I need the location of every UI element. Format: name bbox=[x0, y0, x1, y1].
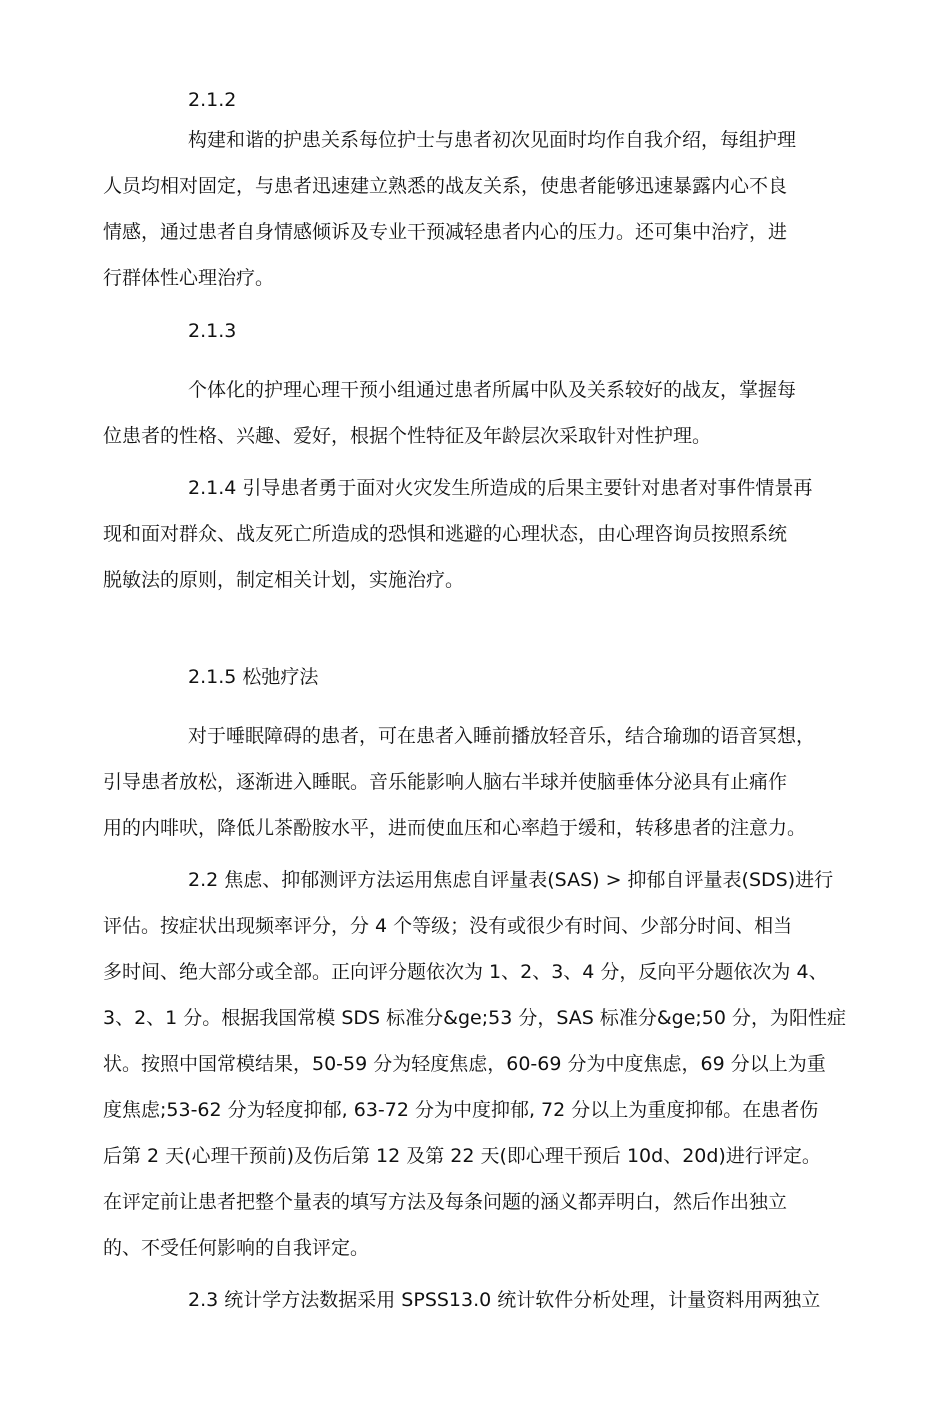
paragraph-line: 现和面对群众、战友死亡所造成的恐惧和逃避的心理状态，由心理咨询员按照系统 bbox=[103, 523, 788, 545]
paragraph-line: 脱敏法的原则，制定相关计划，实施治疗。 bbox=[103, 569, 465, 591]
paragraph-line: 行群体性心理治疗。 bbox=[103, 267, 275, 289]
paragraph-line: 用的内啡吠，降低儿茶酚胺水平，进而使血压和心率趋于缓和，转移患者的注意力。 bbox=[103, 817, 807, 839]
heading-2-1-3: 2.1.3 bbox=[188, 320, 237, 342]
heading-2-1-2: 2.1.2 bbox=[188, 89, 237, 111]
paragraph-line: 评估。按症状出现频率评分，分 4 个等级；没有或很少有时间、少部分时间、相当 bbox=[103, 915, 793, 937]
paragraph-line: 度焦虑;53-62 分为轻度抑郁, 63-72 分为中度抑郁, 72 分以上为重度抑郁。在患者伤 bbox=[103, 1099, 819, 1121]
heading-2-1-5: 2.1.5 松弛疗法 bbox=[188, 666, 319, 688]
paragraph-line: 人员均相对固定，与患者迅速建立熟悉的战友关系，使患者能够迅速暴露内心不良 bbox=[103, 175, 788, 197]
paragraph-line: 状。按照中国常模结果，50-59 分为轻度焦虑，60-69 分为中度焦虑，69 分以上为重 bbox=[103, 1053, 826, 1075]
paragraph-line: 情感，通过患者自身情感倾诉及专业干预减轻患者内心的压力。还可集中治疗，进 bbox=[103, 221, 788, 243]
paragraph-line: 3、2、1 分。根据我国常模 SDS 标准分&ge;53 分，SAS 标准分&ge;50 分，为阳性症 bbox=[103, 1007, 847, 1029]
paragraph-line: 个体化的护理心理干预小组通过患者所属中队及关系较好的战友，掌握每 bbox=[188, 379, 797, 401]
paragraph-line-2-3: 2.3 统计学方法数据采用 SPSS13.0 统计软件分析处理，计量资料用两独立 bbox=[188, 1289, 821, 1311]
paragraph-line: 对于唾眠障碍的患者，可在患者入睡前播放轻音乐，结合瑜珈的语音冥想， bbox=[188, 725, 816, 747]
paragraph-line: 的、不受任何影响的自我评定。 bbox=[103, 1237, 370, 1259]
paragraph-line: 在评定前让患者把整个量表的填写方法及每条问题的涵义都弄明白，然后作出独立 bbox=[103, 1191, 788, 1213]
paragraph-line-2-1-4: 2.1.4 引导患者勇于面对火灾发生所造成的后果主要针对患者对事件情景再 bbox=[188, 477, 813, 499]
paragraph-line: 位患者的性格、兴趣、爱好，根据个性特征及年龄层次采取针对性护理。 bbox=[103, 425, 712, 447]
paragraph-line-2-2: 2.2 焦虑、抑郁测评方法运用焦虑自评量表(SAS) > 抑郁自评量表(SDS)进行 bbox=[188, 869, 834, 891]
paragraph-line: 后第 2 天(心理干预前)及伤后第 12 及第 22 天(即心理干预后 10d、20d)进行评定。 bbox=[103, 1145, 821, 1167]
paragraph-line: 引导患者放松，逐渐进入睡眠。音乐能影响人脑右半球并使脑垂体分泌具有止痛作 bbox=[103, 771, 788, 793]
paragraph-line: 多时间、绝大部分或全部。正向评分题依次为 1、2、3、4 分，反向平分题依次为 4、 bbox=[103, 961, 828, 983]
paragraph-line: 构建和谐的护患关系每位护士与患者初次见面时均作自我介绍，每组护理 bbox=[188, 129, 797, 151]
